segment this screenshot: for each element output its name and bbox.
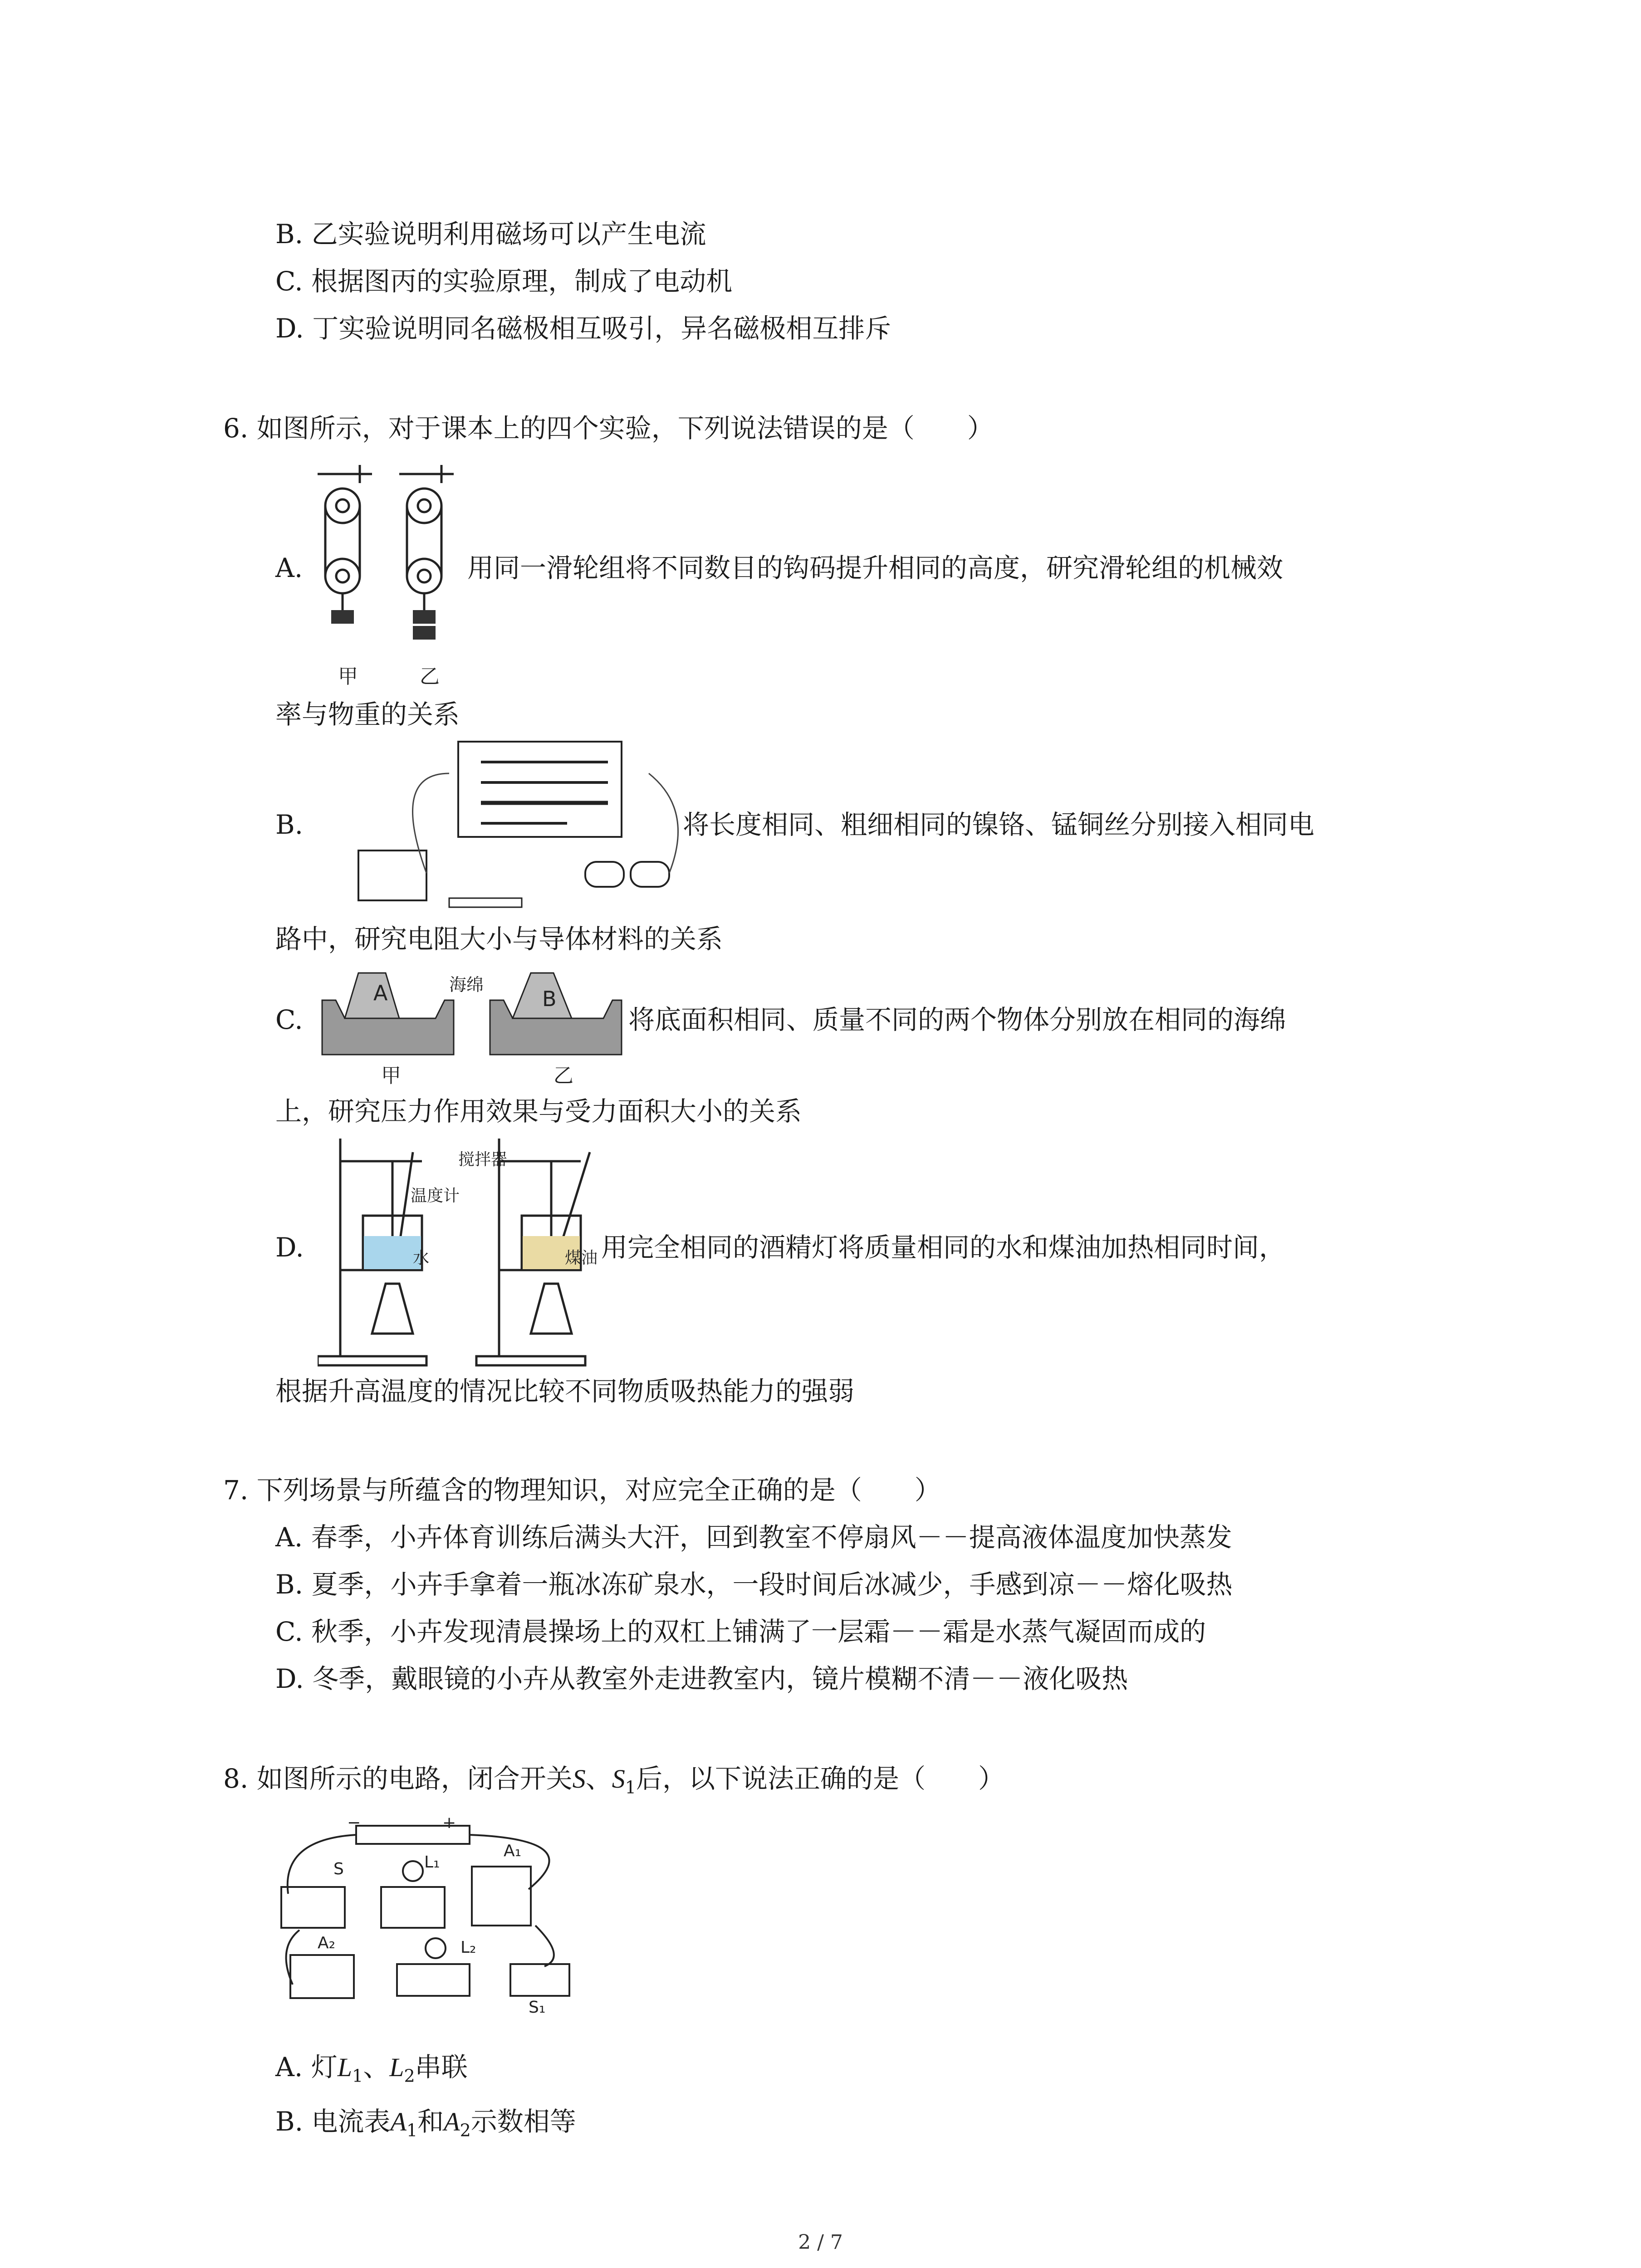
q5-option-b: B. 乙实验说明利用磁场可以产生电流 <box>275 219 706 249</box>
pulley-figure <box>313 456 467 692</box>
q6-stem: 6. 如图所示，对于课本上的四个实验，下列说法错误的是（ ） <box>223 413 994 444</box>
lamp-l1-label: L₁ <box>424 1853 440 1872</box>
q6-option-a-letter: A. <box>275 552 303 583</box>
battery-minus-label: − <box>347 1813 361 1832</box>
q6-option-a-text: 用同一滑轮组将不同数目的钩码提升相同的高度，研究滑轮组的机械效 <box>467 552 1283 583</box>
q7-option-b: B. 夏季，小卉手拿着一瓶冰冻矿泉水，一段时间后冰减少，手感到凉－－熔化吸热 <box>275 1569 1233 1600</box>
battery-plus-label: + <box>442 1813 456 1832</box>
q7-option-a: A. 春季，小卉体育训练后满头大汗，回到教室不停扇风－－提高液体温度加快蒸发 <box>275 1522 1232 1553</box>
q8-option-b: B. 电流表$A_1$和$A_2$示数相等 <box>275 2106 576 2141</box>
lamp-l2-label: L₂ <box>460 1938 476 1957</box>
q6-option-b-text: 将长度相同、粗细相同的镍铬、锰铜丝分别接入相同电 <box>683 809 1315 840</box>
pulley-label-left: 甲 <box>338 665 358 688</box>
q7-option-d: D. 冬季，戴眼镜的小卉从教室外走进教室内，镜片模糊不清－－液化吸热 <box>275 1663 1128 1694</box>
sponge-label-left: 甲 <box>381 1064 401 1087</box>
q6-option-c-text: 将底面积相同、质量不同的两个物体分别放在相同的海绵 <box>628 1004 1287 1035</box>
kerosene-label: 煤油 <box>565 1249 598 1267</box>
q6-option-d-letter: D. <box>275 1232 304 1263</box>
circuit-figure <box>272 1812 599 2003</box>
resistance-wire-figure <box>313 737 685 919</box>
q8-option-a: A. 灯$L_1$、$L_2$串联 <box>275 2052 468 2086</box>
q6-option-c-text-cont: 上，研究压力作用效果与受力面积大小的关系 <box>275 1096 802 1127</box>
water-label: 水 <box>413 1249 430 1267</box>
q6-option-c-letter: C. <box>275 1004 303 1035</box>
q6-option-d-text: 用完全相同的酒精灯将质量相同的水和煤油加热相同时间， <box>601 1232 1286 1263</box>
thermometer-label: 温度计 <box>411 1187 460 1205</box>
page-number: 2 / 7 <box>798 2231 843 2254</box>
stirrer-label: 搅拌器 <box>458 1150 508 1169</box>
q6-option-d-text-cont: 根据升高温度的情况比较不同物质吸热能力的强弱 <box>275 1376 855 1407</box>
sponge-label-right: 乙 <box>554 1064 573 1087</box>
block-b-label: B <box>542 987 557 1011</box>
q5-option-d: D. 丁实验说明同名磁极相互吸引，异名磁极相互排斥 <box>275 313 892 344</box>
q6-option-a-text-cont: 率与物重的关系 <box>275 699 460 730</box>
q6-option-b-letter: B. <box>275 809 304 840</box>
pulley-label-right: 乙 <box>420 665 440 688</box>
switch-s-label: S <box>333 1860 344 1878</box>
q8-stem: 8. 如图所示的电路，闭合开关S、$S_1$后，以下说法正确的是（ ） <box>223 1763 1004 1798</box>
block-a-label: A <box>373 981 388 1005</box>
q6-option-b-text-cont: 路中，研究电阻大小与导体材料的关系 <box>275 924 723 954</box>
sponge-label: 海绵 <box>449 975 484 995</box>
switch-s1-label: S₁ <box>529 1998 546 2017</box>
q5-option-c: C. 根据图丙的实验原理，制成了电动机 <box>275 266 733 297</box>
q7-option-c: C. 秋季，小卉发现清晨操场上的双杠上铺满了一层霜－－霜是水蒸气凝固而成的 <box>275 1616 1206 1647</box>
q7-stem: 7. 下列场景与所蕴含的物理知识，对应完全正确的是（ ） <box>223 1475 941 1505</box>
ammeter-a1-label: A₁ <box>504 1842 522 1860</box>
ammeter-a2-label: A₂ <box>318 1934 336 1952</box>
